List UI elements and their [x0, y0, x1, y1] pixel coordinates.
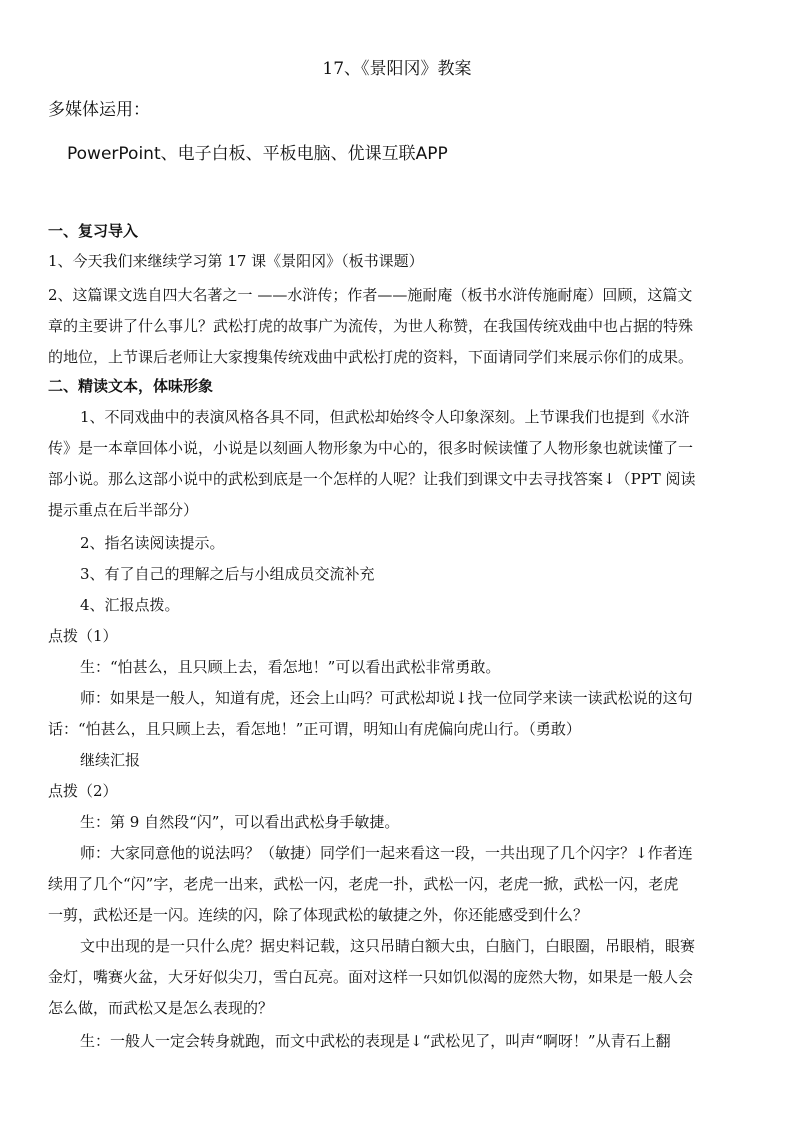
- paragraph-line: 生：第 9 自然段“闪”，可以看出武松身手敏捷。: [80, 813, 400, 831]
- section-heading-reading: 二、精读文本，体味形象: [48, 377, 214, 395]
- paragraph-line: 话：“怕甚么，且只顾上去，看怎地！”正可谓，明知山有虎偏向虎山行。（勇敢）: [48, 720, 581, 738]
- paragraph-line: 生：“怕甚么，且只顾上去，看怎地！”可以看出武松非常勇敢。: [80, 658, 501, 676]
- point-label: 点拨（1）: [48, 627, 118, 645]
- paragraph-line: 一剪，武松还是一闪。连续的闪，除了体现武松的敏捷之外，你还能感受到什么？: [48, 906, 589, 924]
- point-label: 点拨（2）: [48, 782, 118, 800]
- paragraph-line: 部小说。那么这部小说中的武松到底是一个怎样的人呢？让我们到课文中去寻找答案↓（PPT 阅读: [48, 470, 696, 488]
- paragraph-line: 提示重点在后半部分）: [48, 501, 199, 519]
- paragraph-line: 继续汇报: [80, 751, 141, 769]
- paragraph-line: 2、这篇课文选自四大名著之一 ——水浒传；作者——施耐庵（板书水浒传施耐庵）回顾，这篇文: [48, 286, 693, 304]
- paragraph-line: 师：如果是一般人，知道有虎，还会上山吗？可武松却说↓找一位同学来读一读武松说的这句: [80, 689, 693, 707]
- multimedia-heading: 多媒体运用：: [48, 100, 150, 120]
- paragraph-line: 3、有了自己的理解之后与小组成员交流补充: [80, 565, 375, 583]
- paragraph-line: 传》是一本章回体小说，小说是以刻画人物形象为中心的，很多时候读懂了人物形象也就读懂了一: [48, 439, 694, 457]
- paragraph-line: 生：一般人一定会转身就跑，而文中武松的表现是↓“武松见了，叫声“啊呀！”从青石上翻: [80, 1032, 671, 1050]
- paragraph-line: 续用了几个“闪”字，老虎一出来，武松一闪，老虎一扑，武松一闪，老虎一掀，武松一闪，老虎: [48, 875, 679, 893]
- paragraph-line: 1、不同戏曲中的表演风格各具不同，但武松却始终令人印象深刻。上节课我们也提到《水浒: [80, 408, 690, 426]
- page-title: 17、《景阳冈》教案: [322, 59, 472, 79]
- multimedia-list: PowerPoint、电子白板、平板电脑、优课互联APP: [67, 144, 448, 164]
- paragraph-line: 2、指名读阅读提示。: [80, 534, 225, 552]
- paragraph-line: 师：大家同意他的说法吗？（敏捷）同学们一起来看这一段，一共出现了几个闪字？↓作者连: [80, 844, 693, 862]
- section-heading-review: 一、复习导入: [48, 222, 139, 240]
- paragraph-line: 文中出现的是一只什么虎？据史料记载，这只吊睛白额大虫，白脑门，白眼圈，吊眼梢，眼赛: [80, 937, 696, 955]
- paragraph-line: 金灯，嘴赛火盆，大牙好似尖刀，雪白瓦亮。面对这样一只如饥似渴的庞然大物，如果是一般人会: [48, 968, 694, 986]
- paragraph-line: 怎么做，而武松又是怎么表现的？: [48, 999, 274, 1017]
- paragraph-line: 1、今天我们来继续学习第 17 课《景阳冈》（板书课题）: [48, 252, 424, 270]
- paragraph-line: 章的主要讲了什么事儿？武松打虎的故事广为流传，为世人称赞，在我国传统戏曲中也占据的特殊: [48, 317, 694, 335]
- paragraph-line: 的地位，上节课后老师让大家搜集传统戏曲中武松打虎的资料，下面请同学们来展示你们的成果。: [48, 348, 694, 366]
- paragraph-line: 4、汇报点拨。: [80, 596, 180, 614]
